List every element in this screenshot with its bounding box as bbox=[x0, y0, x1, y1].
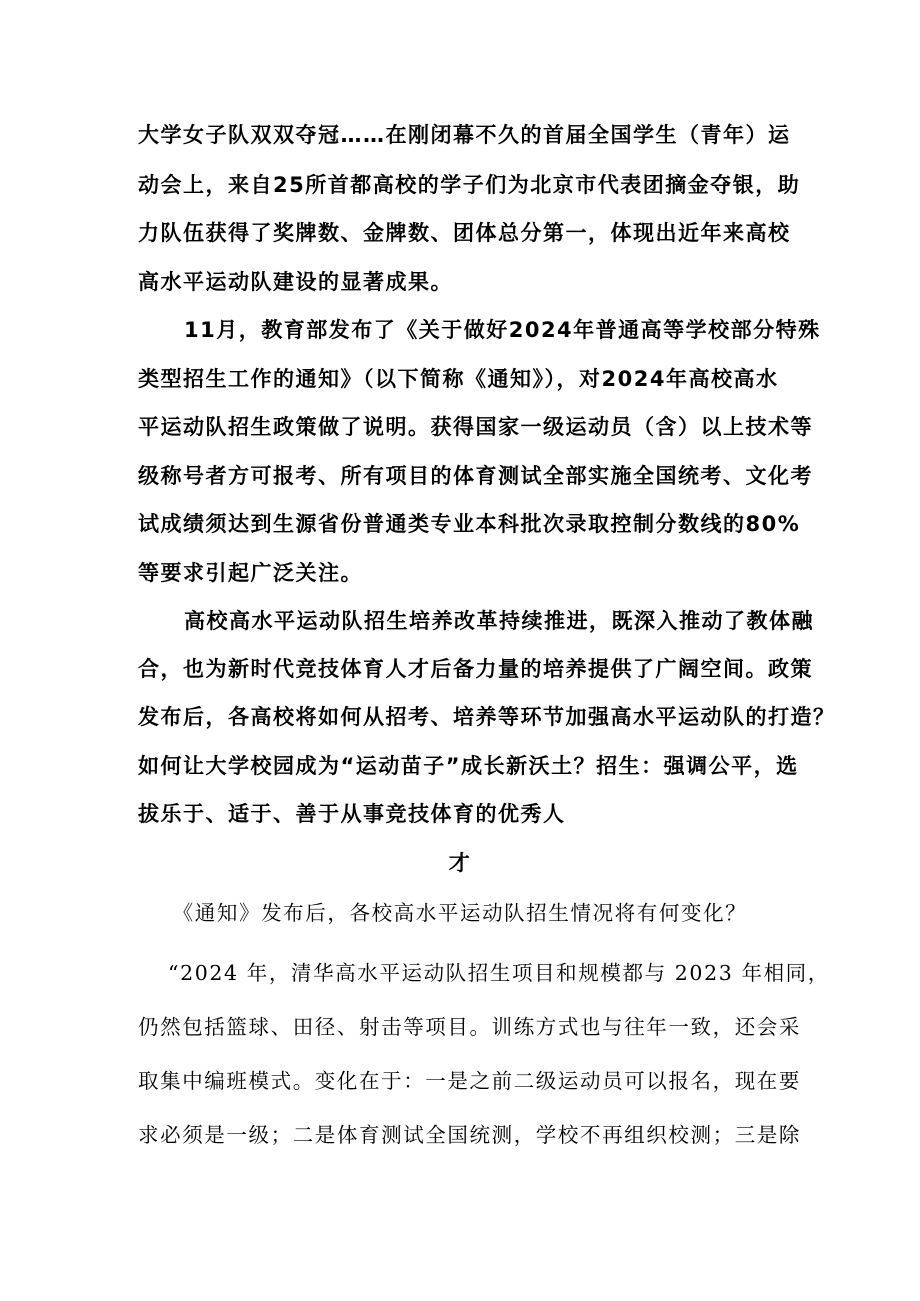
paragraph-4-line-4: 求必须是一级；二是体育测试全国统测，学校不再组织校测；三是除 bbox=[138, 1123, 801, 1147]
paragraph-1-line-2: 动会上，来自25所首都高校的学子们为北京市代表团摘金夺银，助 bbox=[138, 173, 801, 197]
paragraph-3-line-5: 拔乐于、适于、善于从事竞技体育的优秀人 bbox=[138, 802, 566, 826]
paragraph-2-line-5: 试成绩须达到生源省份普通类专业本科批次录取控制分数线的80% bbox=[138, 512, 801, 536]
paragraph-1-line-1: 大学女子队双双夺冠……在刚闭幕不久的首届全国学生（青年）运 bbox=[138, 123, 791, 147]
paragraph-4-line-1: “2024 年，清华高水平运动队招生项目和规模都与 2023 年相同， bbox=[168, 961, 830, 985]
paragraph-3-line-2: 合，也为新时代竞技体育人才后备力量的培养提供了广阔空间。政策 bbox=[138, 657, 813, 681]
paragraph-2-line-2: 类型招生工作的通知》（以下简称《通知》），对2024年高校高水 bbox=[138, 367, 779, 391]
section-question: 《通知》发布后，各校高水平运动队招生情况将有何变化？ bbox=[172, 901, 748, 925]
paragraph-4-line-2: 仍然包括篮球、田径、射击等项目。训练方式也与往年一致，还会采 bbox=[138, 1015, 801, 1039]
paragraph-2-line-1: 11月，教育部发布了《关于做好2024年普通高等学校部分特殊 bbox=[184, 318, 821, 342]
section-heading-char: 才 bbox=[448, 851, 472, 875]
paragraph-2-line-6: 等要求引起广泛关注。 bbox=[138, 561, 363, 585]
paragraph-1-line-3: 力队伍获得了奖牌数、金牌数、团体总分第一，体现出近年来高校 bbox=[138, 221, 791, 245]
paragraph-2-line-3: 平运动队招生政策做了说明。获得国家一级运动员（含）以上技术等 bbox=[138, 415, 813, 439]
paragraph-4-line-3: 取集中编班模式。变化在于：一是之前二级运动员可以报名，现在要 bbox=[138, 1069, 801, 1093]
paragraph-3-line-4: 如何让大学校园成为“运动苗子”成长新沃土？招生：强调公平，选 bbox=[138, 754, 799, 778]
paragraph-2-line-4: 级称号者方可报考、所有项目的体育测试全部实施全国统考、文化考 bbox=[138, 464, 813, 488]
paragraph-1-line-4: 高水平运动队建设的显著成果。 bbox=[138, 270, 453, 294]
paragraph-3-line-3: 发布后，各高校将如何从招考、培养等环节加强高水平运动队的打造？ bbox=[138, 705, 836, 729]
paragraph-3-line-1: 高校高水平运动队招生培养改革持续推进，既深入推动了教体融 bbox=[184, 609, 814, 633]
